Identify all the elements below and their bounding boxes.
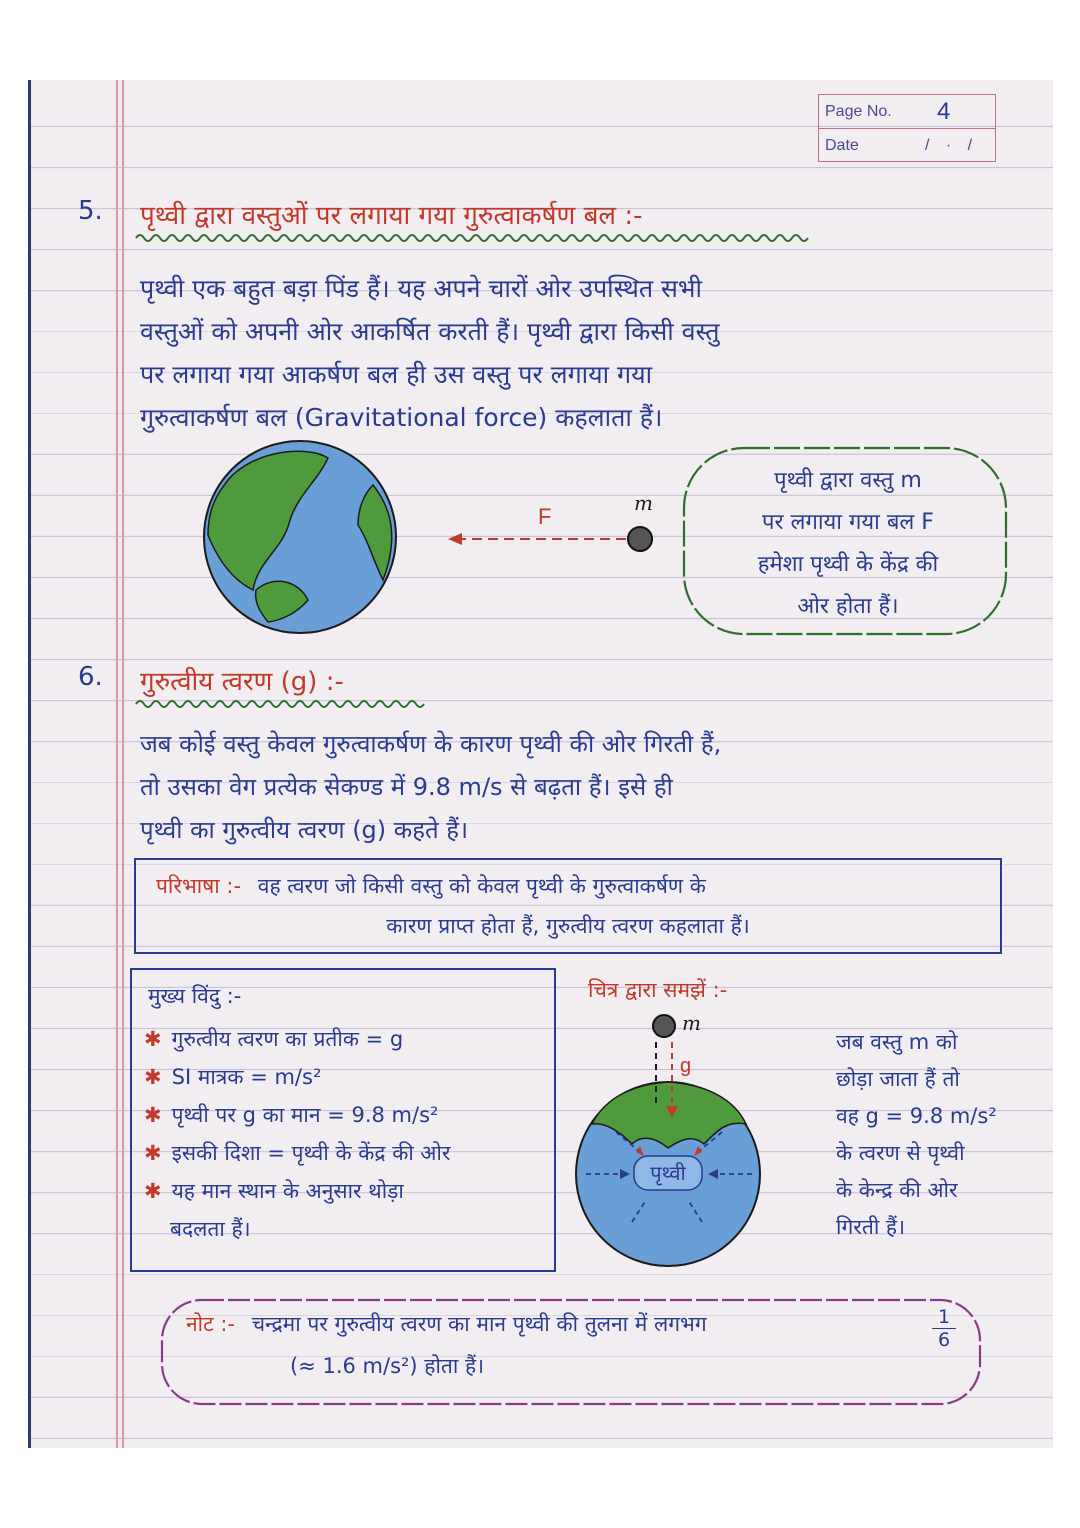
side-text-line: गिरती हैं।: [836, 1215, 906, 1239]
section6-paragraph: [140, 723, 1030, 852]
side-text-line: छोड़ा जाता हैं तो: [836, 1067, 960, 1091]
margin-line-left-1: [116, 80, 118, 1448]
earth-force-diagram: [198, 440, 653, 640]
cloud-line: हमेशा पृथ्वी के केंद्र की: [757, 552, 939, 577]
note-line-1-row: [186, 1310, 707, 1338]
key-points-title: मुख्य विंदु :-: [148, 984, 242, 1008]
note-line-2: (≈ 1.6 m/s²) होता हैं।: [290, 1354, 485, 1378]
mass-ball: [653, 1015, 675, 1037]
notebook-page: [28, 80, 1053, 1448]
paragraph-line: तो उसका वेग प्रत्येक सेकण्ड में 9.8 m/s से बढ़ता हैं। इसे ही: [140, 773, 673, 801]
mass-label: m: [682, 1011, 701, 1035]
page-number: 4: [937, 97, 951, 125]
section5-number: 5.: [78, 196, 103, 226]
cloud-line: ओर होता हैं।: [797, 594, 899, 619]
definition-box: [134, 858, 1002, 954]
key-point-item: ✱ SI मात्रक = m/s²: [144, 1065, 322, 1089]
force-arrow-head: [448, 533, 462, 545]
paragraph-line: पर लगाया गया आकर्षण बल ही उस वस्तु पर लगाया गया: [140, 360, 653, 389]
mass-label: m: [634, 491, 653, 515]
paragraph-line: पृथ्वी का गुरुत्वीय त्वरण (g) कहते हैं।: [140, 816, 469, 844]
fraction-denominator: 6: [937, 1329, 951, 1351]
side-text-line: के केन्द्र की ओर: [836, 1178, 958, 1202]
key-point-item: ✱ पृथ्वी पर g का मान = 9.8 m/s²: [144, 1103, 439, 1127]
cloud-callout-text: [693, 460, 1003, 628]
definition-label: परिभाषा :-: [156, 874, 242, 898]
section6-number: 6.: [78, 662, 103, 692]
key-points-box: [130, 968, 556, 1272]
figure-title: चित्र द्वारा समझें :-: [588, 978, 728, 1002]
key-point-item: ✱ इसकी दिशा = पृथ्वी के केंद्र की ओर: [144, 1141, 451, 1165]
asterisk-icon: ✱: [144, 1141, 162, 1165]
key-point-item: ✱ गुरुत्वीय त्वरण का प्रतीक = g: [144, 1027, 404, 1051]
side-text-line: जब वस्तु m को: [836, 1030, 958, 1054]
paragraph-line: वस्तुओं को अपनी ओर आकर्षित करती हैं। पृथ्वी द्वारा किसी वस्तु: [140, 317, 720, 346]
cloud-line: पर लगाया गया बल F: [762, 510, 934, 535]
note-label: नोट :-: [186, 1312, 236, 1336]
key-point-item: ✱ यह मान स्थान के अनुसार थोड़ा: [144, 1179, 404, 1203]
falling-mass-figure: [576, 1008, 786, 1278]
cloud-line: पृथ्वी द्वारा वस्तु m: [774, 468, 922, 493]
section5-title: पृथ्वी द्वारा वस्तुओं पर लगाया गया गुरुत्वाकर्षण बल :-: [140, 201, 643, 231]
note-fraction: [932, 1306, 956, 1351]
side-text-line: के त्वरण से पृथ्वी: [836, 1141, 965, 1165]
date-label: Date: [825, 136, 859, 154]
margin-line-left-2: [122, 80, 124, 1448]
asterisk-icon: ✱: [144, 1027, 162, 1051]
key-point-continuation: बदलता हैं।: [170, 1217, 251, 1241]
note-line-1: चन्द्रमा पर गुरुत्वीय त्वरण का मान पृथ्वी की तुलना में लगभग: [251, 1312, 707, 1336]
side-text-line: वह g = 9.8 m/s²: [836, 1104, 997, 1128]
paragraph-line: जब कोई वस्तु केवल गुरुत्वाकर्षण के कारण पृथ्वी की ओर गिरती हैं,: [140, 730, 722, 758]
date-value: / · /: [925, 136, 979, 154]
earth-center-label: पृथ्वी: [650, 1161, 686, 1185]
fraction-numerator: 1: [932, 1306, 956, 1329]
paragraph-line: गुरुत्वाकर्षण बल (Gravitational force) कहलाता हैं।: [140, 403, 663, 432]
mass-ball: [628, 527, 652, 551]
side-text: [836, 1024, 997, 1246]
definition-line-2: कारण प्राप्त होता हैं, गुरुत्वीय त्वरण कहलाता हैं।: [386, 914, 750, 938]
definition-line-1: वह त्वरण जो किसी वस्तु को केवल पृथ्वी के गुरुत्वाकर्षण के: [257, 874, 706, 898]
asterisk-icon: ✱: [144, 1103, 162, 1127]
section5-paragraph: [140, 267, 1020, 439]
force-label: F: [538, 504, 552, 529]
section5-wavy-underline: [136, 230, 806, 246]
paragraph-line: पृथ्वी एक बहुत बड़ा पिंड हैं। यह अपने चारों ओर उपस्थित सभी: [140, 274, 702, 303]
asterisk-icon: ✱: [144, 1179, 162, 1203]
page-number-box: [818, 94, 996, 162]
page-no-label: Page No.: [825, 102, 892, 120]
section6-wavy-underline: [136, 696, 426, 712]
g-label: g: [680, 1055, 692, 1077]
asterisk-icon: ✱: [144, 1065, 162, 1089]
section6-title: गुरुत्वीय त्वरण (g) :-: [140, 667, 344, 697]
